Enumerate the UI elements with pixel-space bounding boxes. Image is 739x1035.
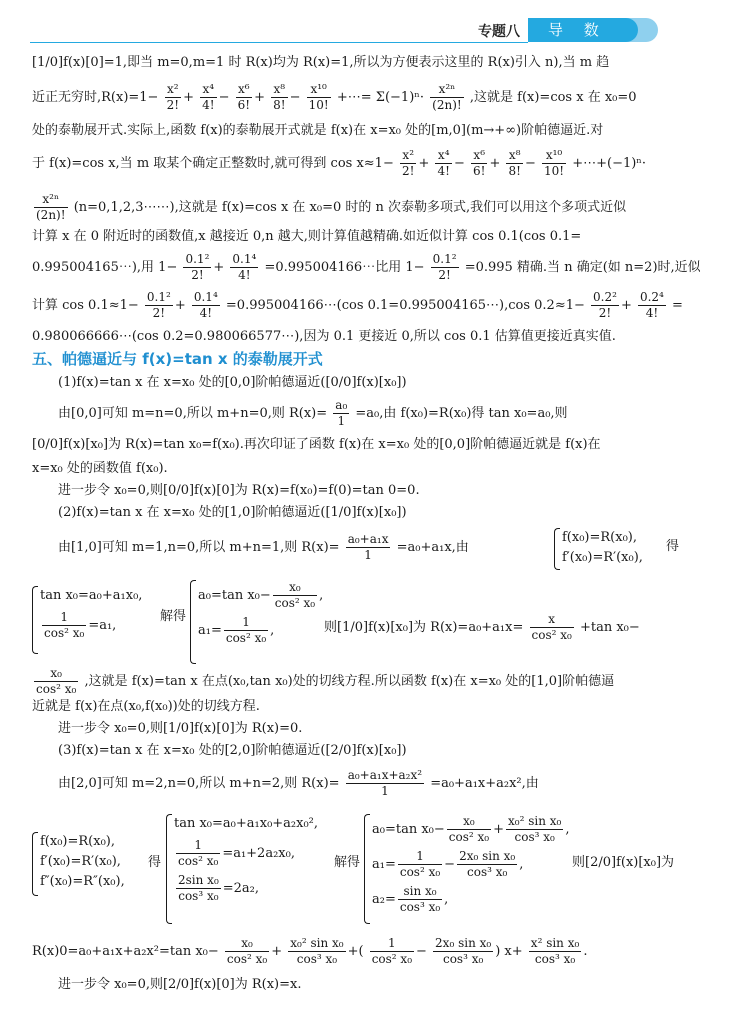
section-heading: 五、帕德逼近与 f(x)=tan x 的泰勒展开式 [32, 350, 323, 368]
fraction: $\frac{\text{x¹⁰}}{10!}$ [308, 82, 329, 112]
text-line: (3)f(x)=tan x 在 x=x₀ 处的[2,0]阶帕德逼近([2/0]f(x)[x₀]) [58, 743, 407, 758]
text-line: 则[1/0]f(x)[x₀]为 R(x)=a₀+a₁x= $\frac{x}{\text{cos² x₀}}$ +tan x₀− [324, 612, 640, 642]
text-line: 计算 cos 0.1≈1− $\frac{\text{0.1²}}{2!}$ + $\frac{\text{0.1⁴}}{4!}$ =0.995004166⋯(cos 0.1=0.995004165⋯),cos 0.2≈1− $\frac{\text{0.2²}}{2!}$ + $\frac{\text{0.2⁴}}{4!}$ = [32, 290, 683, 320]
taylor-series-line: 近正无穷时,R(x)=1− $\frac{\text{x²}}{2!}$ + $\frac{\text{x⁴}}{4!}$ − $\frac{\text{x⁶}}{6!}$ + $\frac{\text{x⁸}}{8!}$ − $\frac{\text{x¹⁰}}{10!}$ +⋯= Σ(−1)ⁿ· $\frac{\text{x²ⁿ}}{(2n)!}$ ,这就是 f(x)=cos x 在 x₀=0 [32, 82, 637, 112]
text-line: 进一步令 x₀=0,则[1/0]f(x)[0]为 R(x)=0. [58, 721, 303, 736]
text-line: 近就是 f(x)在点(x₀,f(x₀))处的切线方程. [32, 699, 260, 714]
text-line: 由[0,0]可知 m=n=0,所以 m+n=0,则 R(x)= $\frac{\text{a₀}}{1}$ =a₀,由 f(x₀)=R(x₀)得 tan x₀=a₀,则 [58, 398, 568, 428]
fraction: $\frac{\text{x⁸}}{8!}$ [273, 82, 286, 112]
text-line: 进一步令 x₀=0,则[2/0]f(x)[0]为 R(x)=x. [58, 977, 302, 992]
text-line: $\frac{\text{x₀}}{\text{cos² x₀}}$ ,这就是 f(x)=tan x 在点(x₀,tan x₀)处的切线方程.所以函数 f(x)在 x=x₀ 处的[1,0]阶帕德逼 [36, 666, 615, 696]
fraction: $\frac{\text{x⁴}}{4!}$ [202, 82, 215, 112]
header-rule [30, 42, 528, 43]
text-line: (1)f(x)=tan x 在 x=x₀ 处的[0,0]阶帕德逼近([0/0]f(x)[x₀]) [58, 375, 407, 390]
text-line: 由[2,0]可知 m=2,n=0,所以 m+n=2,则 R(x)= $\frac{\text{a₀+a₁x+a₂x²}}{1}$ =a₀+a₁x+a₂x²,由 [58, 768, 539, 798]
text-line: [0/0]f(x)[x₀]为 R(x)=tan x₀=f(x₀).再次印证了函数 f(x)在 x=x₀ 处的[0,0]阶帕德逼近就是 f(x)在 [32, 437, 601, 452]
fraction: $\frac{\text{x²ⁿ}}{(2n)!}$ [432, 82, 462, 112]
text-line: (2)f(x)=tan x 在 x=x₀ 处的[1,0]阶帕德逼近([1/0]f(x)[x₀]) [58, 505, 407, 520]
text-line: x=x₀ 处的函数值 f(x₀). [32, 461, 168, 476]
text-line: 处的泰勒展开式.实际上,函数 f(x)的泰勒展开式就是 f(x)在 x=x₀ 处的[m,0](m→+∞)阶帕德逼近.对 [32, 123, 604, 138]
topic-title: 导 数 [548, 21, 607, 39]
text-line: 进一步令 x₀=0,则[0/0]f(x)[0]为 R(x)=f(x₀)=f(0)=tan 0=0. [58, 483, 420, 498]
text-line: $\frac{\text{x²ⁿ}}{(2n)!}$ (n=0,1,2,3⋯⋯),这就是 f(x)=cos x 在 x₀=0 时的 n 次泰勒多项式,我们可以用这个多项式近似 [36, 192, 627, 222]
page-header [0, 0, 739, 44]
condition-system: f(x₀)=R(x₀), f′(x₀)=R′(x₀), [562, 530, 643, 565]
solution-system-3: a₀=tan x₀− $\frac{\text{x₀}}{\text{cos² x₀}}$ + $\frac{\text{x₀² sin x₀}}{\text{cos³ x₀}}$ , a₁= $\frac{1}{\text{cos² x₀}}$ − $\frac{\text{2x₀ sin x₀}}{\text{cos³ x₀}}$ , a₂= $\frac{\text{sin x₀}}{\text{cos³ x₀}}$ , [372, 814, 570, 914]
text-line: 0.995004165⋯),用 1− $\frac{\text{0.1²}}{2!}$ + $\frac{\text{0.1⁴}}{4!}$ =0.995004166⋯比用 1− $\frac{\text{0.1²}}{2!}$ =0.995 精确.当 n 确定(如 n=2)时,近似 [32, 252, 701, 282]
solution-system: a₀=tan x₀− $\frac{\text{x₀}}{\text{cos² x₀}}$ , a₁= $\frac{1}{\text{cos² x₀}}$ , [198, 580, 324, 645]
text-line: R(x)0=a₀+a₁x+a₂x²=tan x₀− $\frac{\text{x₀}}{\text{cos² x₀}}$ + $\frac{\text{x₀² sin x₀}}{\text{cos³ x₀}}$ +( $\frac{1}{\text{cos² x₀}}$ − $\frac{\text{2x₀ sin x₀}}{\text{cos³ x₀}}$ ) x+ $\frac{\text{x² sin x₀}}{\text{cos³ x₀}}$ . [32, 936, 588, 966]
text-line: 由[1,0]可知 m=1,n=0,所以 m+n=1,则 R(x)= $\frac{\text{a₀+a₁x}}{1}$ =a₀+a₁x,由 [58, 532, 469, 562]
equation-system: tan x₀=a₀+a₁x₀, $\frac{1}{\text{cos² x₀}}$ =a₁, [40, 588, 143, 640]
text-line: [1/0]f(x)[0]=1,即当 m=0,m=1 时 R(x)均为 R(x)=1,所以为方便表示这里的 R(x)引入 n),当 m 趋 [32, 55, 610, 70]
text-line: 计算 x 在 0 附近时的函数值,x 越接近 0,n 越大,则计算值越精确.如近似计算 cos 0.1(cos 0.1= [32, 229, 582, 244]
text-line: 于 f(x)=cos x,当 m 取某个确定正整数时,就可得到 cos x≈1− $\frac{\text{x²}}{2!}$ + $\frac{\text{x⁴}}{4!}$ − $\frac{\text{x⁶}}{6!}$ + $\frac{\text{x⁸}}{8!}$ − $\frac{\text{x¹⁰}}{10!}$ +⋯+(−1)ⁿ· [32, 148, 647, 178]
topic-number: 专题八 [478, 24, 520, 40]
text-line: 0.980066666⋯(cos 0.2=0.980066577⋯),因为 0.1 更接近 0,所以 cos 0.1 估算值更接近真实值. [32, 329, 616, 344]
fraction: $\frac{\text{x²}}{2!}$ [166, 82, 180, 112]
fraction: $\frac{\text{x⁶}}{6!}$ [237, 82, 251, 112]
condition-system-3: f(x₀)=R(x₀), f′(x₀)=R′(x₀), f″(x₀)=R″(x₀), [40, 834, 125, 889]
equation-system-3: tan x₀=a₀+a₁x₀+a₂x₀², $\frac{1}{\text{cos² x₀}}$ =a₁+2a₂x₀, $\frac{\text{2sin x₀}}{\text{cos³ x₀}}$ =2a₂, [174, 816, 319, 903]
